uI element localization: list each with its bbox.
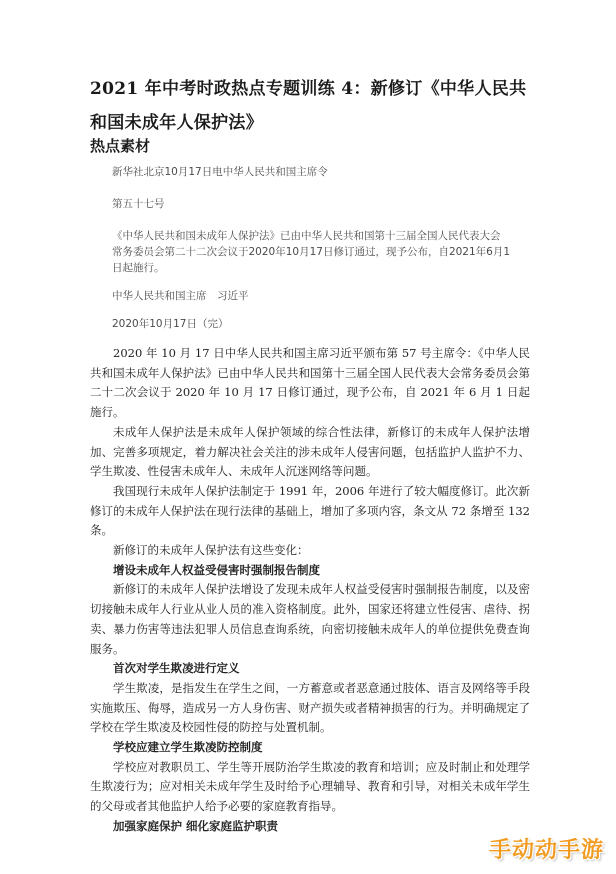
paragraph: 我国现行未成年人保护法制定于 1991 年，2006 年进行了较大幅度修订。此次新修订的未成年人保护法在现行法律的基础上，增加了多项内容，条文从 72 条增至 132 条。 bbox=[90, 483, 530, 538]
document-title: 2021 年中考时政热点专题训练 4：新修订《中华人民共和国未成年人保护法》 bbox=[90, 79, 527, 133]
decree-signature: 中华人民共和国主席 习近平 bbox=[112, 290, 249, 302]
paragraph: 学校应对教职员工、学生等开展防治学生欺凌的教育和培训；应及时制止和处理学生欺凌行为；应对相关未成年学生及时给予心理辅导、教育和引导，对相关未成年学生的父母或者其他监护人给予必要的家庭教育指导。 bbox=[90, 759, 530, 814]
site-watermark-logo: 手动动手游 bbox=[488, 838, 604, 863]
paragraph: 新修订的未成年人保护法有这些变化： bbox=[113, 543, 309, 558]
decree-line: 常务委员会第二十二次会议于2020年10月17日修订通过，现予公布，自2021年6月1 bbox=[112, 246, 511, 258]
subheading: 增设未成年人权益受侵害时强制报告制度 bbox=[113, 562, 320, 577]
decree-line: 新华社北京10月17日电中华人民共和国主席令 bbox=[112, 166, 328, 178]
decree-line: 第五十七号 bbox=[112, 198, 165, 210]
subheading: 加强家庭保护 细化家庭监护职责 bbox=[113, 818, 279, 833]
subheading: 首次对学生欺凌进行定义 bbox=[113, 661, 240, 676]
paragraph: 未成年人保护法是未成年人保护领域的综合性法律，新修订的未成年人保护法增加、完善多项规定，着力解决社会关注的涉未成年人侵害问题，包括监护人监护不力、学生欺凌、性侵害未成年人、未成年人沉迷网络等问题。 bbox=[90, 424, 530, 479]
decree-line: 《中华人民共和国未成年人保护法》已由中华人民共和国第十三届全国人民代表大会 bbox=[112, 230, 501, 242]
section-heading: 热点素材 bbox=[90, 137, 151, 155]
decree-date: 2020年10月17日（完） bbox=[112, 318, 229, 330]
paragraph: 2020 年 10 月 17 日中华人民共和国主席习近平颁布第 57 号主席令：《中华人民共和国未成年人保护法》已由中华人民共和国第十三届全国人民代表大会常务委员会第二十二次会议于 2020 年 10 月 17 日修订通过，现予公布，自 2021 年 6 月 1 日起施行。 bbox=[90, 346, 530, 420]
paragraph: 学生欺凌，是指发生在学生之间，一方蓄意或者恶意通过肢体、语言及网络等手段实施欺压、侮辱，造成另一方人身伤害、财产损失或者精神损害的行为。并明确规定了学校在学生欺凌及校园性侵的防控与处置机制。 bbox=[90, 680, 530, 735]
article-body bbox=[90, 344, 530, 837]
subheading: 学校应建立学生欺凌防控制度 bbox=[113, 740, 263, 755]
paragraph: 新修订的未成年人保护法增设了发现未成年人权益受侵害时强制报告制度，以及密切接触未成年人行业从业人员的准入资格制度。此外，国家还将建立性侵害、虐待、拐卖、暴力伤害等违法犯罪人员信息查询系统，向密切接触未成年人的单位提供免费查询服务。 bbox=[90, 582, 530, 656]
decree-line: 日起施行。 bbox=[112, 262, 165, 274]
